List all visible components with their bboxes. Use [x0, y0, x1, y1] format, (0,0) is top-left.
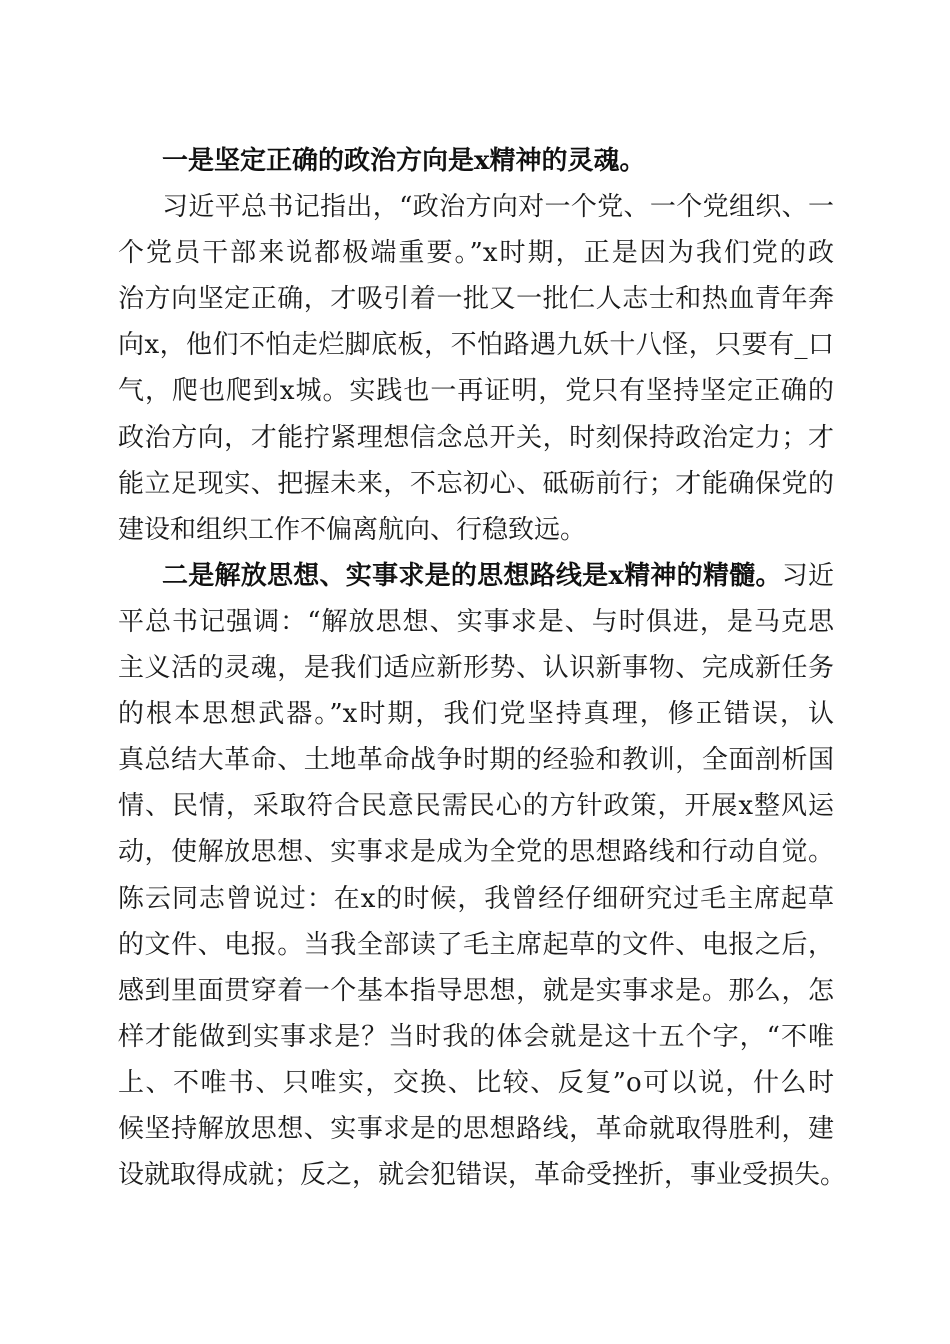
paragraph-line: 向x，他们不怕走烂脚底板，不怕路遇九妖十八怪，只要有_口 — [118, 330, 834, 361]
paragraph-line: 建设和组织工作不偏离航向、行稳致远。 — [118, 514, 587, 545]
paragraph-line: 陈云同志曾说过：在x的时候，我曾经仔细研究过毛主席起草 — [118, 883, 834, 914]
paragraph-line: 设就取得成就；反之，就会犯错误，革命受挫折，事业受损失。 — [118, 1160, 847, 1191]
paragraph-line: 上、不唯书、只唯实，交换、比较、反复”o可以说，什么时 — [118, 1067, 834, 1098]
paragraph-line: 的根本思想武器。”x时期，我们党坚持真理，修正错误，认 — [118, 699, 834, 730]
paragraph-line: 的文件、电报。当我全部读了毛主席起草的文件、电报之后， — [118, 929, 834, 960]
section-heading: 二是解放思想、实事求是的思想路线是x精神的精髓。 — [162, 560, 782, 591]
paragraph-line: 情、民情，采取符合民意民需民心的方针政策，开展x整风运 — [118, 791, 834, 822]
section-heading-line — [118, 553, 834, 599]
paragraph-line: 真总结大革命、土地革命战争时期的经验和教训，全面剖析国 — [118, 745, 834, 776]
paragraph-line: 感到里面贯穿着一个基本指导思想，就是实事求是。那么，怎 — [118, 975, 834, 1006]
paragraph-line: 习近平总书记指出，“政治方向对一个党、一个党组织、一 — [162, 192, 834, 223]
paragraph-line: 治方向坚定正确，才吸引着一批又一批仁人志士和热血青年奔 — [118, 284, 834, 315]
paragraph-line: 气，爬也爬到x城。实践也一再证明，党只有坚持坚定正确的 — [118, 376, 834, 407]
document-page — [118, 138, 847, 1198]
section-heading: 一是坚定正确的政治方向是x精神的灵魂。 — [162, 146, 646, 176]
paragraph-line: 个党员干部来说都极端重要。”x时期，正是因为我们党的政 — [118, 238, 834, 269]
paragraph-line: 平总书记强调：“解放思想、实事求是、与时俱进，是马克思 — [118, 606, 834, 637]
paragraph-text: 习近 — [781, 560, 834, 591]
paragraph-line: 政治方向，才能拧紧理想信念总开关，时刻保持政治定力；才 — [118, 422, 834, 453]
paragraph-line: 候坚持解放思想、实事求是的思想路线，革命就取得胜利，建 — [118, 1113, 834, 1144]
paragraph-line: 主义活的灵魂，是我们适应新形势、认识新事物、完成新任务 — [118, 653, 834, 684]
paragraph-line: 能立足现实、把握未来，不忘初心、砥砺前行；才能确保党的 — [118, 468, 834, 499]
paragraph-line: 样才能做到实事求是？当时我的体会就是这十五个字，“不唯 — [118, 1021, 834, 1052]
paragraph-line: 动，使解放思想、实事求是成为全党的思想路线和行动自觉。 — [118, 837, 834, 868]
